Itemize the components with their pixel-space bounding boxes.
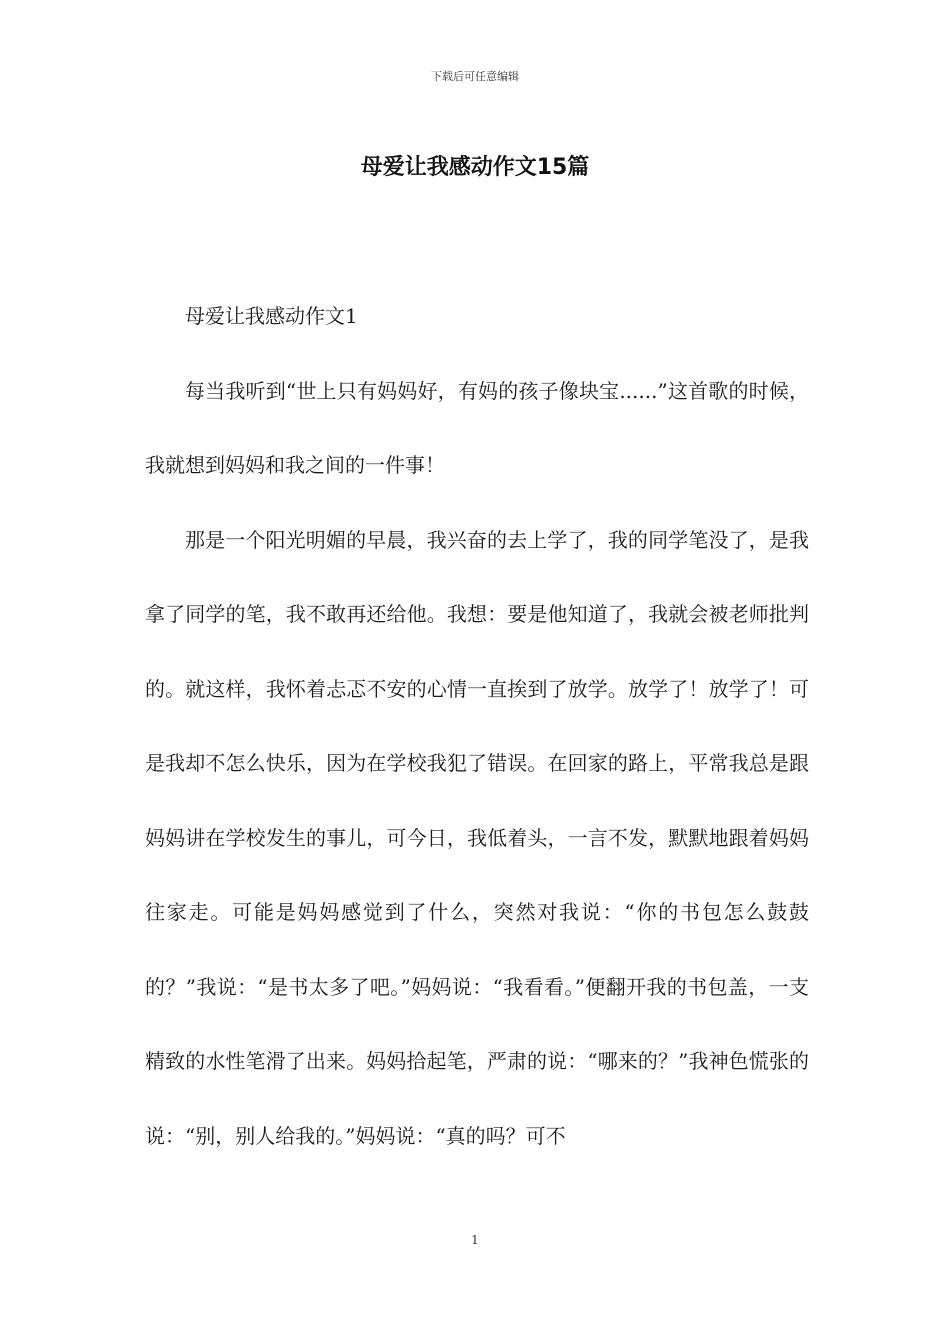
paragraph: 每当我听到“世上只有妈妈好，有妈的孩子像块宝......”这首歌的时候，我就想到妈妈和我之间的一件事！ [145,378,809,477]
header-note: 下载后可任意编辑 [431,70,519,83]
body-text [145,279,809,1173]
section-heading: 母爱让我感动作文1 [185,304,358,328]
paragraph: 那是一个阳光明媚的早晨，我兴奋的去上学了，我的同学笔没了，是我拿了同学的笔，我不敢再还给他。我想：要是他知道了，我就会被老师批判的。就这样，我怀着忐忑不安的心情一直挨到了放学。放学了！放学了！可是我却不怎么快乐，因为在学校我犯了错误。在回家的路上，平常我总是跟妈妈讲在学校发生的事儿，可今日，我低着头，一言不发，默默地跟着妈妈往家走。可能是妈妈感觉到了什么，突然对我说：“你的书包怎么鼓鼓的？”我说：“是书太多了吧。”妈妈说：“我看看。”便翻开我的书包盖，一支精致的水性笔滑了出来。妈妈拾起笔，严肃的说：“哪来的？”我神色慌张的说：“别，别人给我的。”妈妈说：“真的吗？可不 [145,527,809,1148]
document-title: 母爱让我感动作文15篇 [360,155,590,180]
page-number: 1 [471,1233,479,1247]
